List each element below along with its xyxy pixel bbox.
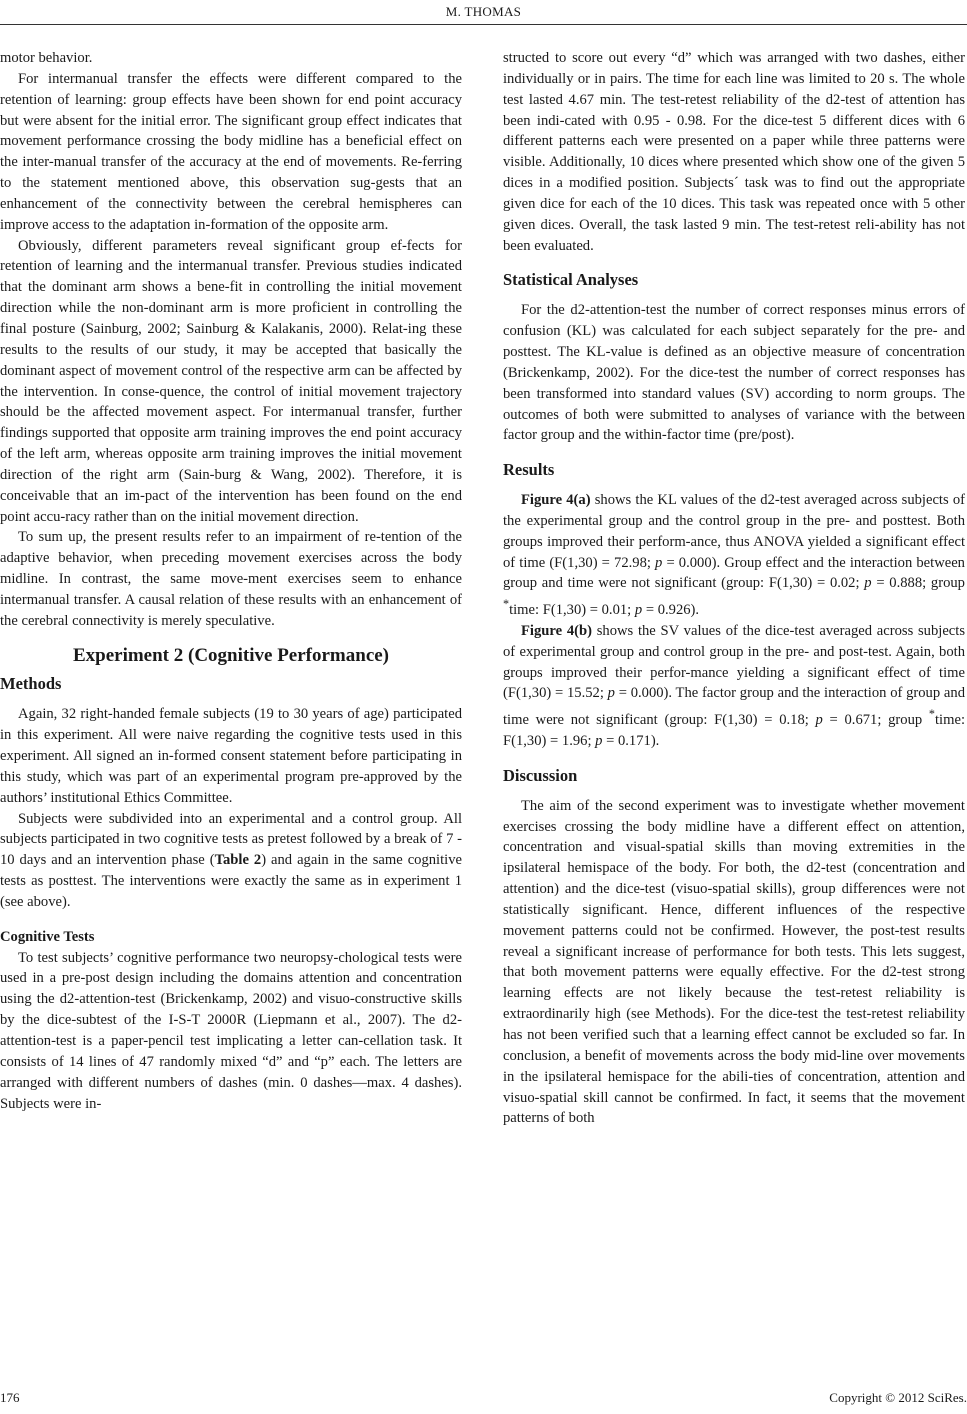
paragraph: The aim of the second experiment was to investigate whether movement exercises crossing the body midline have a different effect on attention, concentration and visual-spatial skills than moving extremities in the ipsilateral hemispace of the body. For both, the d2-test (concentration and attention) and the dice-test (visuo-spatial skills), group differences were not statistically significant. Hence, different influences of the respective movement patterns could not be confirmed. However, the post-test results reveal a significant increase of performance for both tests. This lets suggest, that both movement patterns were equally effective. For the d2-test strong learning effects are not likely because the test-retest reliability is extraordinarily high (see Methods). For the dice-test the test-retest reliability has not been verified such that a learning effect cannot be excluded so far. In conclusion, a benefit of movements across the body mid-line over movements in the ipsilateral hemispace for the abili-ties of concentration, attention and visuo-spatial skill cannot be confirmed. In fact, it seems that the movement patterns of both [503, 797, 965, 1127]
copyright-notice: Copyright © 2012 SciRes. [829, 1390, 967, 1405]
text-run: = 0.171). [602, 733, 660, 750]
p-symbol: p [655, 554, 663, 571]
p-symbol: p [815, 712, 823, 729]
subsection-heading-discussion: Discussion [503, 765, 578, 785]
p-symbol: p [607, 685, 615, 702]
figure-reference-link[interactable]: Figure 4(b) [521, 622, 592, 639]
figure-reference-link[interactable]: Figure 4(a) [521, 492, 591, 509]
paragraph: For intermanual transfer the effects were different compared to the retention of learning: group effects have been shown for end point accuracy but were absent for the initial error. The significant group effect indicates that movement performance crossing the body midline has a beneficial effect on the inter-manual transfer of the accuracy at the end of movements. Re-ferring to the statement mentioned above, this observation sug-gests that an enhancement of the connectivity between the cerebral hemispheres can improve access to the adaptation in-formation of the opposite arm. [0, 70, 462, 233]
text-run: ) and again in the same cognitive tests as posttest. The interventions were exactly the same as in experiment 1 (see above). [0, 852, 462, 910]
paragraph [503, 490, 965, 621]
text-run: shows the KL values of the d2-test averaged across subjects of the experimental group and the control group in the pre- and posttest. Both groups improved their perform-ance, thus ANOVA yielded a significant effect of time (F(1,30) = 72.98; [503, 492, 965, 571]
text-run: = 0.000). The factor group and the interaction of group and time were not significant (group: F(1,30) = 0.18; [503, 685, 965, 729]
running-header: M. THOMAS [445, 4, 522, 19]
left-column [0, 48, 462, 1114]
subsubsection-heading-cognitive-tests: Cognitive Tests [0, 928, 95, 945]
paragraph: To sum up, the present results refer to an impairment of re-tention of the adaptive behavior, when preceding movement exercises across the body midline. In contrast, the same move-ment exercises seem to enhance intermanual transfer. A causal relation of these results with an enhancement of the cerebral connectivity is merely speculative. [0, 529, 462, 629]
text-run: shows the SV values of the dice-test averaged across subjects of experimental group and control group in the pre- and post-test. Again, both groups improved their perfor-mance yielding a significant effect of time (F(1,30) = 15.52; [503, 622, 966, 702]
paragraph: To test subjects’ cognitive performance two neuropsy-chological tests were used in a pre-post design including the domains attention and concentration using the d2-attention-test (Brickenkamp, 2002) and visuo-constructive skills by the dice-subtest of the I-S-T 2000R (Liepmann et al., 2007). The d2-attention-test is a paper-pencil test implicating a letter can-cellation task. It consists of 14 lines of 47 randomly mixed “d” and “p” each. The letters are arranged with different numbers of dashes (min. 0 dashes—max. 4 dashes). Subjects were in- [0, 949, 462, 1112]
paragraph: Again, 32 right-handed female subjects (19 to 30 years of age) participated in this experiment. All were naive regarding the cognitive tests used in this experiment. All signed an in-formed consent statement before participating in this study, which was part of an experimental program pre-approved by the authors’ institutional Ethics Committee. [0, 706, 462, 806]
text-run: = 0.000). Group effect and the interaction between group and time were not significant (group: F(1,30) = 0.02; [503, 554, 965, 592]
paragraph: motor behavior. [0, 50, 93, 66]
text-run: time: F(1,30) = 1.96; [503, 712, 965, 750]
paragraph: Obviously, different parameters reveal significant group ef-fects for retention of learning and the intermanual transfer. Previous studies indicated that the dominant arm shows a bene-fit in controlling the initial movement direction while the non-dominant arm is more proficient in controlling the final posture (Sainburg, 2002; Sainburg & Kalakanis, 2000). Relat-ing these results to the results of our study, it may be accepted that basically the dominant aspect of movement control of the respective arm can be affected by the intervention. In conse-quence, the control of initial movement trajectory should be the affected movement aspect. For intermanual transfer, further findings supported that opposite arm training improves the end point accuracy of the left arm, whereas opposite arm training improves the initial movement direction of the right arm (Sain-burg & Wang, 2002). Therefore, it is conceivable that an im-pact of the intervention has been found on the end point accu-racy rather than on the initial movement direction. [0, 237, 462, 525]
subsection-heading-methods: Methods [0, 674, 62, 694]
p-symbol: p [864, 575, 872, 592]
paragraph [0, 809, 462, 913]
text-run: = 0.926). [642, 602, 700, 619]
section-heading-experiment-2: Experiment 2 (Cognitive Performance) [72, 644, 390, 666]
paragraph [503, 621, 965, 752]
paragraph: For the d2-attention-test the number of correct responses minus errors of confusion (KL) was calculated for each subject separately for the pre- and posttest. The KL-value is defined as an objective measure of concentration (Brickenkamp, 2002). For the dice-test the number of correct responses has been transformed into standard values (SV) according to norm groups. The outcomes of both were submitted to analyses of variance with the between factor group and the within-factor time (pre/post). [503, 302, 965, 444]
p-symbol: p [595, 733, 603, 750]
table-reference-link[interactable]: Table 2 [214, 852, 262, 869]
text-run: = 0.671; group [822, 712, 929, 729]
p-symbol: p [634, 602, 643, 619]
subsection-heading-results: Results [503, 460, 555, 480]
interaction-star: * [928, 707, 935, 722]
text-run: time: F(1,30) = 0.01; [509, 602, 635, 619]
right-column [503, 48, 965, 1129]
interaction-star: * [503, 597, 510, 612]
text-run: = 0.888; group [871, 575, 965, 592]
page-number: 176 [0, 1390, 20, 1405]
text-run: Subjects were subdivided into an experimental and a control group. All subjects participated in two cognitive tests as pretest followed by a break of 7 - 10 days and an intervention phase ( [0, 810, 462, 869]
subsection-heading-statistical-analyses: Statistical Analyses [503, 270, 639, 290]
paragraph: structed to score out every “d” which was arranged with two dashes, either individually or in pairs. The time for each line was limited to 20 s. The whole test lasted 4.67 min. The test-retest reliability of the d2-test of attention has been indi-cated with 0.95 - 0.98. For the dice-test 5 different dices with 6 different patterns each were presented on a paper while three patterns were visible. Additionally, 10 dices where presented which show one of the given 5 dices in a modified position. Subjects´ task was to find out the appropriate given dice for each of the 10 dices. This task was repeated once with 5 other given dices. Overall, the task lasted 9 min. The test-retest reli-ability has not been evaluated. [503, 50, 965, 254]
header-rule [0, 24, 967, 25]
